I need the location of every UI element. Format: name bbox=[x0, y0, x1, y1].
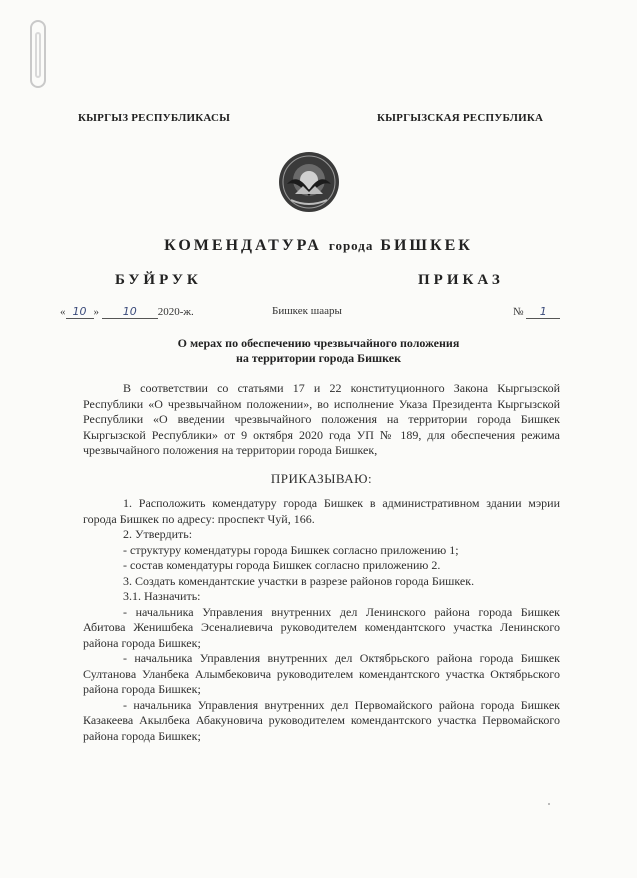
paper-speck bbox=[548, 803, 550, 805]
office-word-bishkek: БИШКЕК bbox=[380, 237, 473, 254]
date-month: 10 bbox=[102, 305, 158, 319]
city-label: Бишкек шаары bbox=[272, 305, 342, 317]
item: - начальника Управления внутренних дел Первомайского района города Бишкек Казакеева Акылбека Абакуновича руководителем комендантского участка Первомайского района города Бишкек; bbox=[83, 697, 560, 743]
header-russian: КЫРГЫЗСКАЯ РЕСПУБЛИКА bbox=[377, 112, 544, 124]
item: - состав комендатуры города Бишкек согласно приложению 2. bbox=[123, 558, 441, 572]
title-line-1: О мерах по обеспечению чрезвычайного положения bbox=[177, 336, 460, 350]
item: 2. Утвердить: bbox=[123, 527, 193, 541]
document-title bbox=[0, 336, 637, 366]
quote-open: « bbox=[60, 306, 66, 318]
item: - начальника Управления внутренних дел Ленинского района города Бишкек Абитова Женишбека Эсеналиевича руководителем комендантского участка Ленинского района города Бишкек; bbox=[83, 604, 560, 650]
state-emblem-icon bbox=[277, 150, 341, 214]
number-value: 1 bbox=[526, 305, 560, 319]
header-kyrgyz: КЫРГЫЗ РЕСПУБЛИКАСЫ bbox=[78, 112, 231, 124]
quote-close: » bbox=[93, 306, 99, 318]
date-day: 10 bbox=[66, 305, 94, 319]
office-title bbox=[0, 237, 637, 255]
order-word: ПРИКАЗЫВАЮ: bbox=[270, 470, 373, 486]
title-line-2: на территории города Бишкек bbox=[235, 351, 402, 365]
office-word-city: города bbox=[328, 238, 374, 253]
item: 3. Создать комендантские участки в разрезе районов города Бишкек. bbox=[123, 573, 475, 588]
date-year: 2020-ж. bbox=[157, 306, 194, 318]
date-field bbox=[60, 305, 194, 319]
document-body bbox=[83, 381, 560, 744]
item: 3.1. Назначить: bbox=[123, 589, 201, 603]
doctype-russian: ПРИКАЗ bbox=[418, 272, 504, 288]
office-word-commandant: КОМЕНДАТУРА bbox=[164, 237, 322, 254]
number-label: № bbox=[513, 306, 524, 318]
item: 1. Расположить комендатуру города Бишкек в административном здании мэрии города Бишкек по адресу: проспект Чуй, 166. bbox=[83, 496, 560, 526]
item: - начальника Управления внутренних дел Октябрьского района города Бишкек Султанова Уланбека Алымбековича руководителем комендантского участка Октябрьского района города Бишкек; bbox=[83, 651, 560, 696]
item: - структуру комендатуры города Бишкек согласно приложению 1; bbox=[123, 542, 459, 557]
preamble: В соответствии со статьями 17 и 22 конституционного Закона Кыргызской Республики «О чрезвычайном положении», во исполнение Указа Президента Кыргызской Республики «О введении чрезвычайного положения на территории города Бишкек Кыргызской Республики» от 9 октября 2020 года УП № 189, для обеспечения режима чрезвычайного положения на территории города Бишкек, bbox=[83, 381, 560, 457]
paperclip-icon bbox=[30, 20, 46, 88]
order-number bbox=[513, 305, 560, 319]
doctype-kyrgyz: БУЙРУК bbox=[115, 272, 202, 288]
